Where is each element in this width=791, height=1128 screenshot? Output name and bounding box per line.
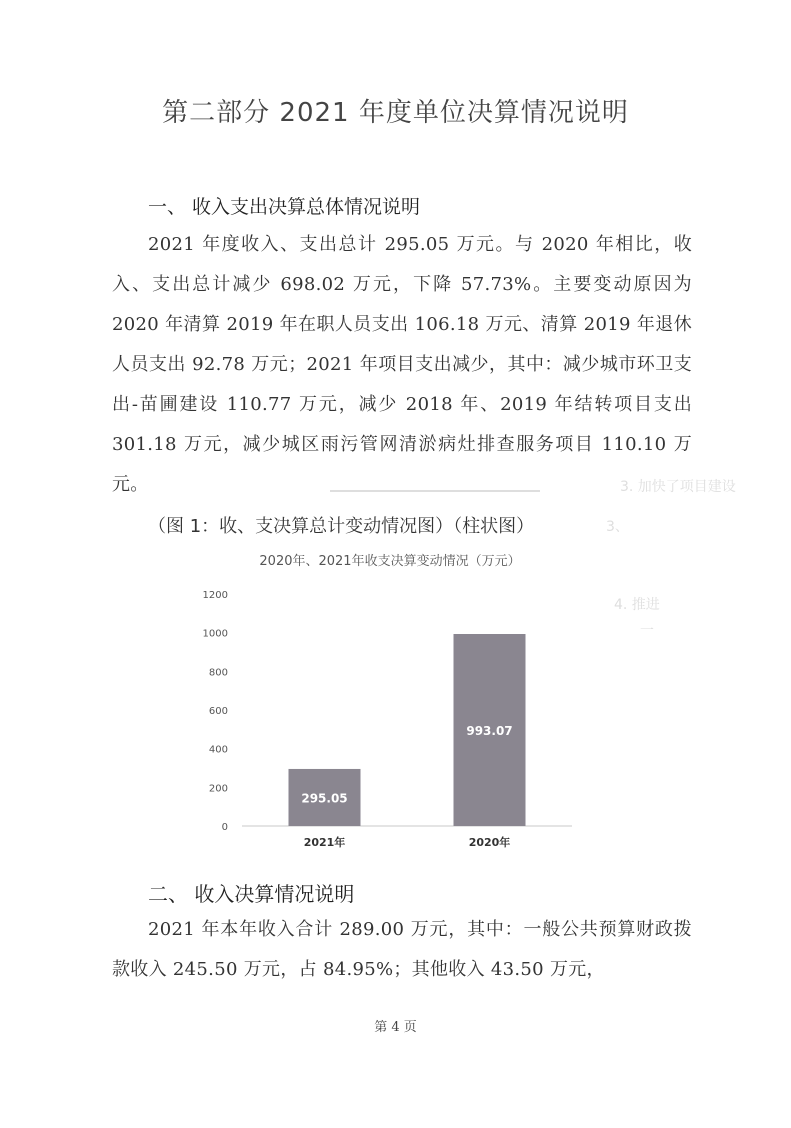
page-number: 第 4 页	[374, 1020, 417, 1035]
chart-canvas	[192, 542, 588, 862]
bar-data-label: 295.05	[301, 791, 348, 806]
y-tick-label: 400	[208, 744, 228, 756]
y-tick-label: 200	[208, 783, 228, 795]
page-title: 第二部分 2021 年度单位决算情况说明	[162, 98, 629, 128]
figure-caption: （图 1：收、支决算总计变动情况图）（柱状图）	[148, 516, 535, 537]
bar-data-label: 993.07	[466, 724, 513, 739]
y-tick-label: 1200	[202, 590, 228, 601]
bleed-through-text: 一	[640, 623, 654, 639]
y-tick-label: 1000	[202, 628, 228, 640]
chart-title: 2020年、2021年收支决算变动情况（万元）	[259, 554, 521, 569]
section-heading-1: 一、 收入支出决算总体情况说明	[148, 196, 421, 218]
x-tick-label: 2020年	[468, 836, 511, 849]
bleed-through-text: 3. 加快了项目建设	[620, 479, 736, 495]
y-tick-label: 0	[221, 822, 228, 833]
y-tick-label: 800	[208, 667, 228, 679]
bleed-through-text: 4. 推进	[614, 597, 660, 613]
y-tick-label: 600	[208, 706, 228, 717]
bleed-through-text: 3、	[606, 519, 629, 535]
section-paragraph-1: 2021 年度收入、支出总计 295.05 万元。与 2020 年相比，收入、支出总计减少 698.02 万元，下降 57.73%。主要变动原因为 2020 年清算 2019 年在职人员支出 106.18 万元、清算 2019 年退休人员支出 92.78 万元；2021 年项目支出减少，其中：减少城市环卫支出-苗圃建设 110.77 万元，减少 2018 年、2019 年结转项目支出 301.18 万元，减少城区雨污管网清淤病灶排查服务项目 110.10 万元。	[112, 234, 692, 495]
section-paragraph-2: 2021 年本年收入合计 289.00 万元，其中：一般公共预算财政拨款收入 245.50 万元，占 84.95%；其他收入 43.50 万元，	[112, 919, 692, 980]
x-tick-label: 2021年	[303, 836, 346, 849]
bar-chart	[192, 542, 588, 862]
section-heading-2: 二、 收入决算情况说明	[148, 882, 355, 906]
